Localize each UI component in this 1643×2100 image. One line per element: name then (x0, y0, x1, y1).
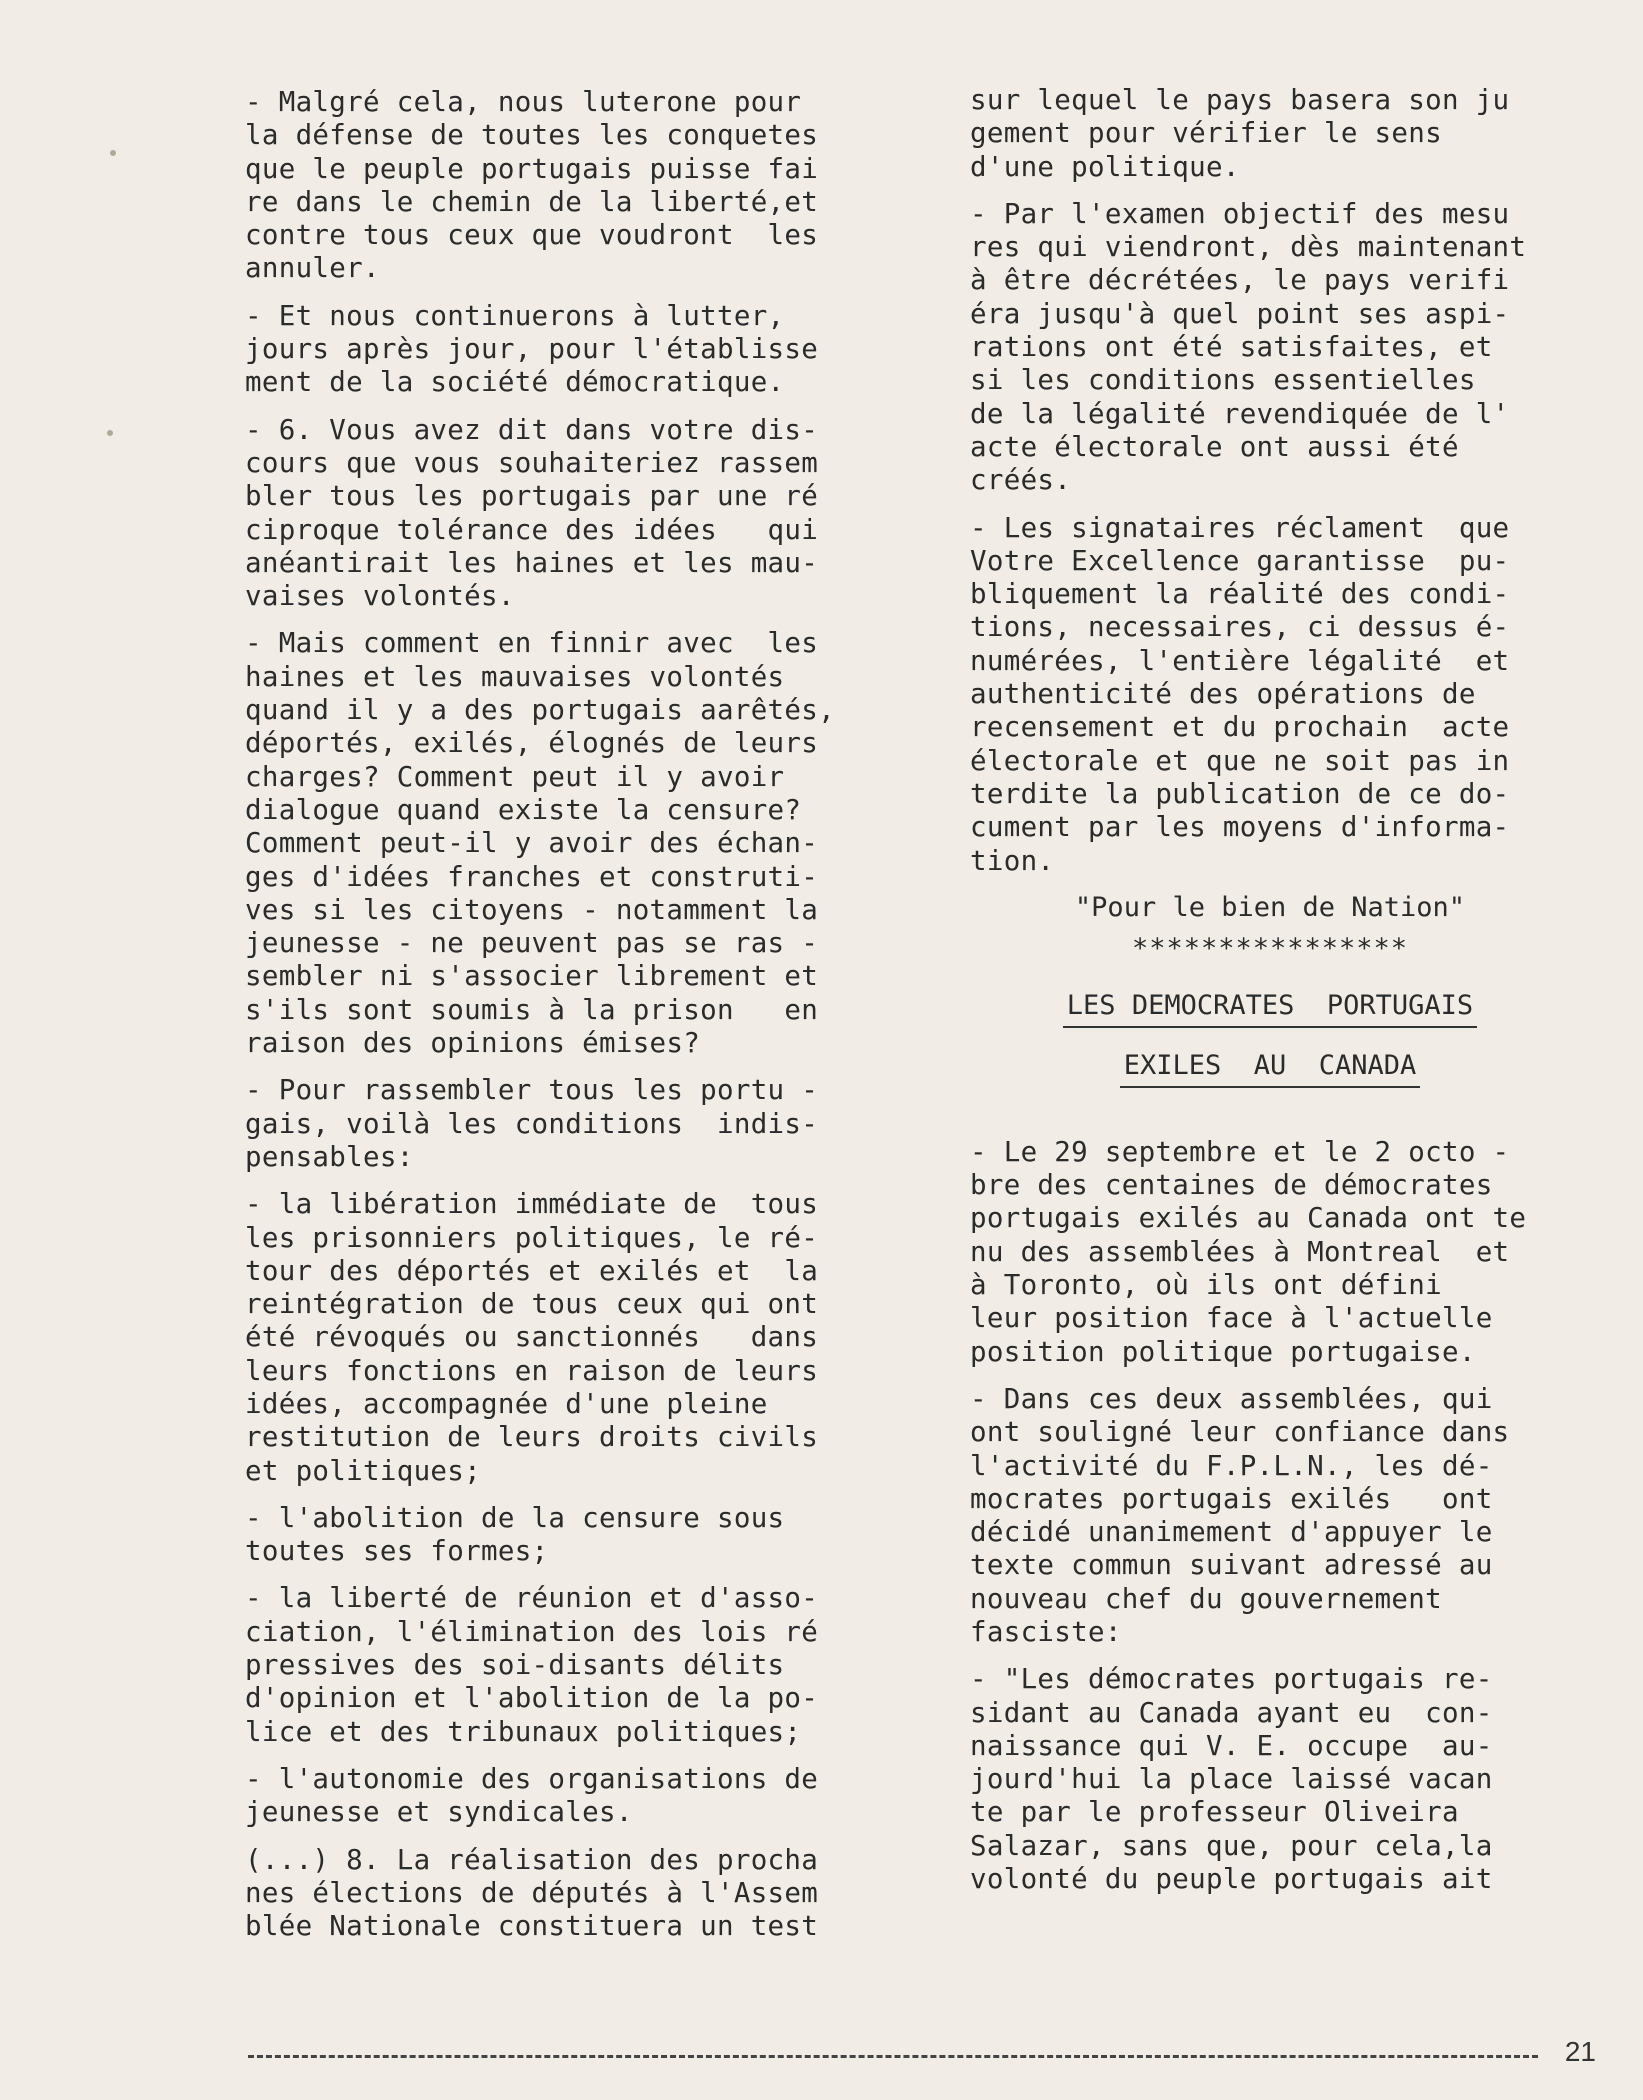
paper-speck (107, 430, 113, 436)
paragraph: - Mais comment en finnir avec les haines et les mauvaises volontés quand il y a des portugais aarêtés, déportés, exilés, élognés de leurs charges? Comment peut il y avoir dialogue quand existe la censure? Comment peut-il y avoir des échan- ges d'idées franches et construti- ves si les citoyens - notamment la jeunesse - ne peuvent pas se ras - sembler ni s'associer librement et s'ils sont soumis à la prison en raison des opinions émises? (245, 627, 835, 1060)
paragraph: - Et nous continuerons à lutter, jours après jour, pour l'établisse ment de la société démocratique. (245, 299, 819, 399)
paper-speck (110, 150, 116, 156)
paragraph: - Par l'examen objectif des mesu res qui viendront, dès maintenant à être décrétées, le pays verifi éra jusqu'à quel point ses aspi- rations ont été satisfaites, et si les conditions essentielles de la légalité revendiquée de l' acte électorale ont aussi été créés. (970, 197, 1527, 497)
paragraph: - Les signataires réclament que Votre Excellence garantisse pu- bliquement la réalité des condi- tions, necessaires, ci dessus é- numérées, l'entière légalité et authenticité des opérations de recensement et du prochain acte électorale et que ne soit pas in terdite la publication de ce do- cument par les moyens d'informa- tion. (970, 511, 1510, 877)
section-heading-line2: EXILES AU CANADA (1120, 1050, 1421, 1088)
paragraph: - l'abolition de la censure sous toutes ses formes; (245, 1501, 785, 1568)
right-column (970, 84, 1610, 1910)
asterisk-separator: **************** (1131, 932, 1409, 964)
page-number: 21 (1564, 2036, 1596, 2067)
paragraph: - la liberté de réunion et d'asso- ciation, l'élimination des lois ré pressives des soi-disants délits d'opinion et l'abolition de la po- lice et des tribunaux politiques; (245, 1582, 819, 1748)
paragraph: - Le 29 septembre et le 2 octo - bre des centaines de démocrates portugais exilés au Canada ont te nu des assemblées à Montreal et à Toronto, où ils ont défini leur position face à l'actuelle position politique portugaise. (970, 1135, 1527, 1368)
footer-dashed-rule (248, 2055, 1538, 2058)
paragraph: - Pour rassembler tous les portu - gais, voilà les conditions indis- pensables: (245, 1074, 819, 1173)
closing-quote: "Pour le bien de Nation" (1074, 891, 1466, 923)
left-column (245, 86, 925, 1957)
paragraph: - Dans ces deux assemblées, qui ont souligné leur confiance dans l'activité du F.P.L.N., les dé- mocrates portugais exilés ont décidé unanimement d'appuyer le texte commun suivant adressé au nouveau chef du gouvernement fasciste: (970, 1382, 1510, 1648)
paragraph: - la libération immédiate de tous les prisonniers politiques, le ré- tour des déportés et exilés et la reintégration de tous ceux qui ont été révoqués ou sanctionnés dans leurs fonctions en raison de leurs idées, accompagnée d'une pleine restitution de leurs droits civils et politiques; (245, 1188, 819, 1487)
section-heading-line1: LES DEMOCRATES PORTUGAIS (1063, 990, 1477, 1028)
paragraph: - "Les démocrates portugais re- sidant au Canada ayant eu con- naissance qui V. E. occupe au- jourd'hui la place laissé vacan te par le professeur Oliveira Salazar, sans que, pour cela,la volonté du peuple portugais ait (970, 1663, 1493, 1896)
paragraph: - 6. Vous avez dit dans votre dis- cours que vous souhaiteriez rassem bler tous les portugais par une ré ciproque tolérance des idées qui anéantirait les haines et les mau- vaises volontés. (245, 413, 819, 613)
paragraph: (...) 8. La réalisation des procha nes élections de députés à l'Assem blée Nationale constituera un test (245, 1843, 819, 1943)
paragraph: sur lequel le pays basera son ju gement pour vérifier le sens d'une politique. (970, 84, 1510, 183)
signature-block (970, 892, 1570, 1110)
paragraph: - Malgré cela, nous luterone pour la défense de toutes les conquetes que le peuple portugais puisse fai re dans le chemin de la liberté,et contre tous ceux que voudront les annuler. (245, 86, 819, 285)
paragraph: - l'autonomie des organisations de jeunesse et syndicales. (245, 1762, 819, 1829)
